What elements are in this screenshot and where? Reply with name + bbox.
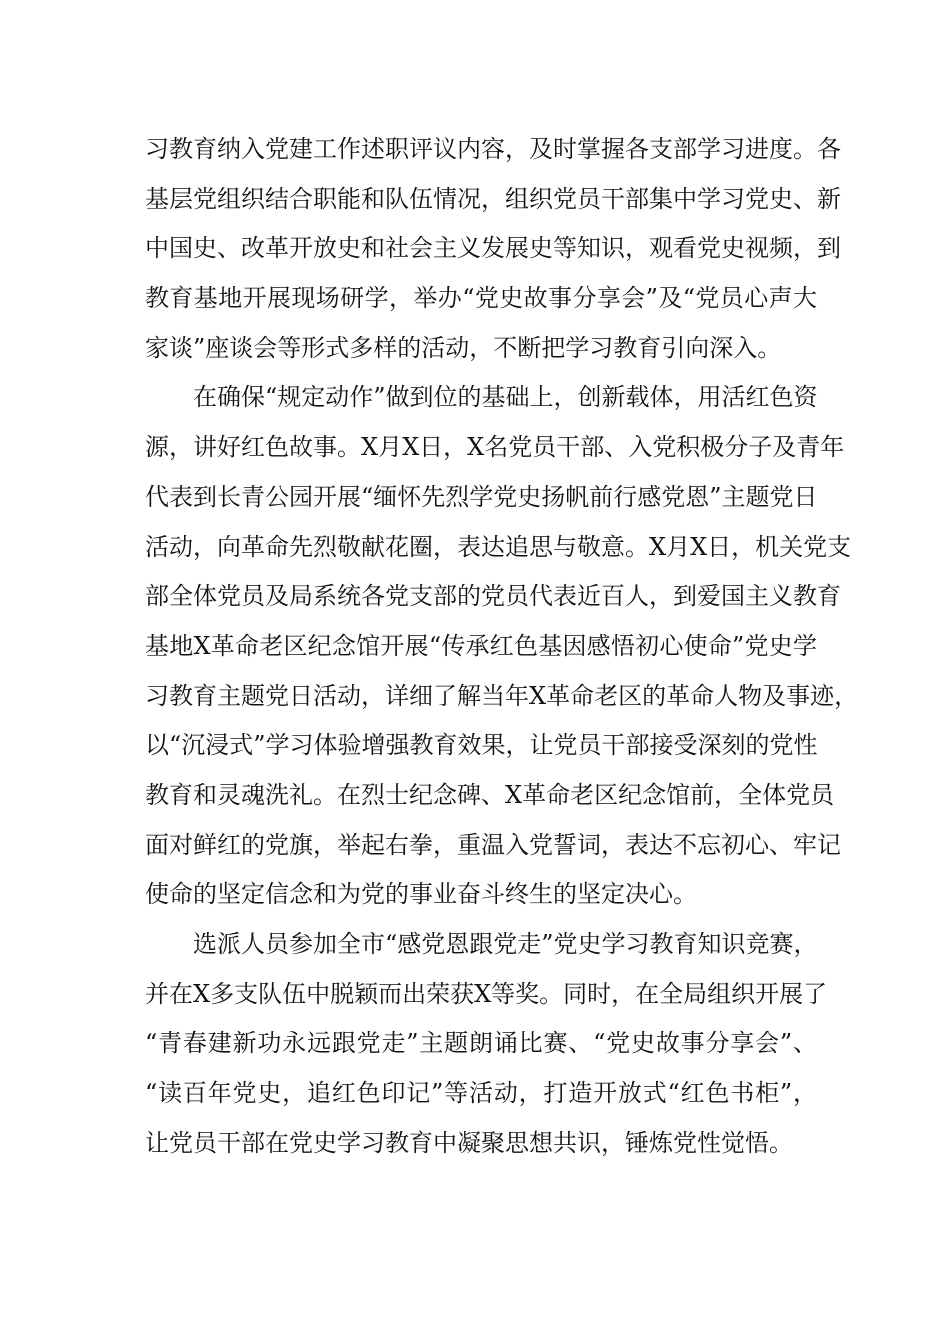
text-line: “读百年党史，追红色印记”等活动，打造开放式“红色书柜”， — [145, 1079, 817, 1108]
text-line: 代表到长青公园开展“缅怀先烈学党史扬帆前行感党恩”主题党日 — [145, 482, 818, 511]
text-line: 基地X革命老区纪念馆开展“传承红色基因感悟初心使命”党史学 — [145, 631, 817, 660]
document-body — [145, 125, 859, 1168]
text-line: 活动，向革命先烈敬献花圈，表达追思与敬意。X月X日，机关党支 — [145, 532, 852, 561]
text-line: 选派人员参加全市“感党恩跟党走”党史学习教育知识竞赛， — [145, 930, 818, 958]
text-line: “青春建新功永远跟党走”主题朗诵比赛、“党史故事分享会”、 — [145, 1029, 817, 1058]
text-line: 让党员干部在党史学习教育中凝聚思想共识，锤炼党性觉悟。 — [145, 1128, 793, 1157]
text-line: 基层党组织结合职能和队伍情况，组织党员干部集中学习党史、新 — [145, 184, 841, 213]
text-line: 以“沉浸式”学习体验增强教育效果，让党员干部接受深刻的党性 — [145, 731, 818, 760]
text-line: 中国史、改革开放史和社会主义发展史等知识，观看党史视频，到 — [145, 234, 841, 263]
text-line: 在确保“规定动作”做到位的基础上，创新载体，用活红色资 — [145, 383, 818, 412]
text-line: 教育和灵魂洗礼。在烈士纪念碑、X革命老区纪念馆前，全体党员 — [145, 780, 835, 809]
paragraph-1 — [145, 125, 841, 373]
text-line: 并在X多支队伍中脱颖而出荣获X等奖。同时，在全局组织开展了 — [145, 979, 828, 1008]
text-line: 部全体党员及局系统各党支部的党员代表近百人，到爱国主义教育 — [145, 582, 841, 611]
text-line: 习教育纳入党建工作述职评议内容，及时掌握各支部学习进度。各 — [145, 135, 841, 163]
text-line: 面对鲜红的党旗，举起右拳，重温入党誓词，表达不忘初心、牢记 — [145, 830, 841, 859]
text-line: 使命的坚定信念和为党的事业奋斗终生的坚定决心。 — [145, 880, 697, 909]
text-line: 教育基地开展现场研学，举办“党史故事分享会”及“党员心声大 — [145, 284, 817, 313]
paragraph-3 — [145, 920, 828, 1168]
paragraph-2 — [145, 373, 859, 920]
text-line: 习教育主题党日活动，详细了解当年X革命老区的革命人物及事迹， — [145, 681, 859, 710]
text-line: 源，讲好红色故事。X月X日，X名党员干部、入党积极分子及青年 — [145, 433, 845, 462]
text-line: 家谈”座谈会等形式多样的活动，不断把学习教育引向深入。 — [145, 333, 782, 362]
